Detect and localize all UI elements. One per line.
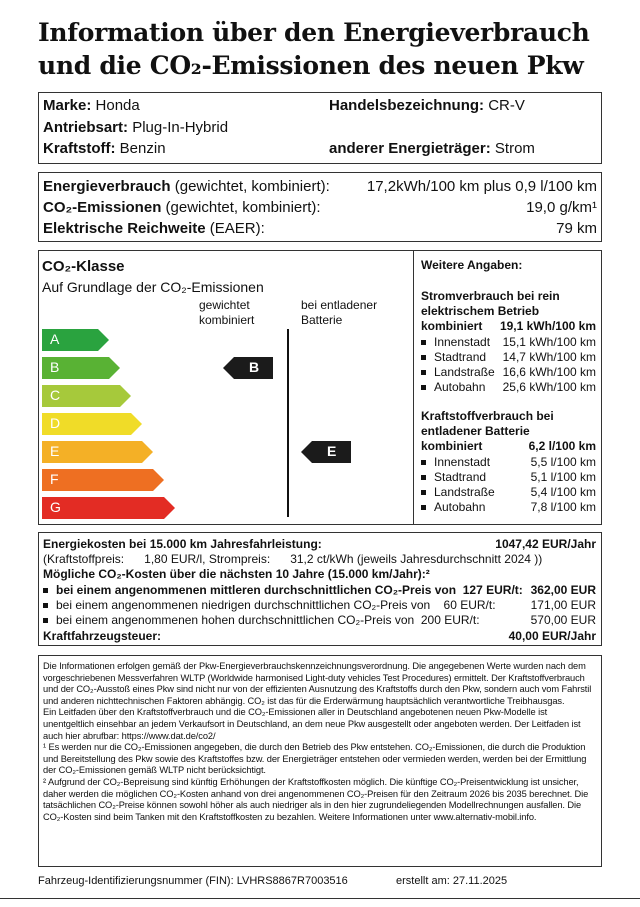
further-info-divider bbox=[413, 251, 414, 524]
weighted-class-marker bbox=[223, 357, 273, 379]
consumption-row-name: Innenstadt bbox=[434, 335, 491, 349]
consumption-row-name: Innenstadt bbox=[434, 455, 491, 469]
fuel-consumption-heading-1: Kraftstoffverbrauch bei bbox=[421, 409, 554, 423]
class-bar-label: F bbox=[50, 471, 59, 487]
class-bar-label: C bbox=[50, 387, 61, 403]
model-value: CR-V bbox=[488, 97, 525, 114]
discharged-header-line1: bei entladener bbox=[301, 298, 378, 312]
class-bar-g bbox=[42, 497, 176, 519]
electric-consumption-heading-1: Stromverbrauch bei rein bbox=[421, 289, 560, 303]
fuel-combined-label: kombiniert bbox=[421, 439, 483, 453]
co2-cost-mid-value: 362,00 EUR bbox=[530, 583, 596, 597]
class-bar-b bbox=[42, 357, 121, 379]
co2-class-heading: CO₂-Klasse bbox=[42, 258, 125, 275]
weighted-header-line2: kombiniert bbox=[199, 313, 255, 327]
class-bar-label: E bbox=[50, 443, 60, 459]
costs-box bbox=[38, 532, 602, 646]
fuel-row bbox=[43, 140, 166, 158]
co2-cost-low-label: bei einem angenommenen niedrigen durchschnittlichen CO₂-Preis von 60 EUR/t: bbox=[56, 598, 496, 612]
bullet-icon bbox=[421, 505, 426, 510]
co2-cost-low-row bbox=[43, 598, 496, 612]
vehicle-tax-value: 40,00 EUR/Jahr bbox=[508, 629, 596, 643]
bullet-icon bbox=[421, 340, 426, 345]
bullet-icon bbox=[421, 355, 426, 360]
drive-label: Antriebsart: bbox=[43, 119, 129, 136]
class-bar-d bbox=[42, 413, 143, 435]
class-bar-label: D bbox=[50, 415, 61, 431]
consumption-row-label bbox=[421, 380, 485, 395]
co2-class-box bbox=[38, 250, 602, 525]
class-bar-f bbox=[42, 469, 165, 491]
brand-label: Marke: bbox=[43, 97, 92, 114]
created-date-row bbox=[396, 875, 507, 887]
consumption-row-value: 14,7 kWh/100 km bbox=[502, 350, 596, 364]
energy-consumption-row bbox=[43, 178, 330, 196]
consumption-row-name: Stadtrand bbox=[434, 350, 487, 364]
discharged-class-marker bbox=[301, 441, 351, 463]
vehicle-info-box bbox=[38, 92, 602, 164]
fin-value: LVHRS8867R7003516 bbox=[236, 875, 348, 887]
footnote-2: ² Aufgrund der CO₂-Bepreisung sind künftig Erhöhungen der Kraftstoffkosten möglich. Die künftige CO₂-Preisentwicklung ist unsicher, daher werden die möglichen CO₂-Kosten anhand von drei angenommenen CO₂-Preisen für den Zeitraum 2026 bis 2035 berechnet. Die tatsächlichen CO₂-Preise können sowohl höher als auch niedriger als in den hier zugrundeliegenden Modellrechnungen ausfallen. Die CO₂-Kosten sind beim Tanken mit den Kraftstoffkosten zu bezahlen. Weitere Informationen unter www.alternativ-mobil.info. bbox=[43, 776, 589, 822]
consumption-row-value: 5,4 l/100 km bbox=[530, 485, 596, 499]
discharged-marker-arrow-icon bbox=[301, 441, 351, 463]
class-column-divider bbox=[287, 329, 289, 517]
bullet-icon bbox=[43, 618, 48, 623]
energy-consumption-value: 17,2kWh/100 km plus 0,9 l/100 km bbox=[366, 178, 597, 195]
electric-combined-value: 19,1 kWh/100 km bbox=[499, 319, 596, 333]
fuel-consumption-heading-2: entladener Batterie bbox=[421, 424, 530, 438]
model-label: Handelsbezeichnung: bbox=[329, 97, 485, 114]
title-line-1: Information über den Energieverbrauch bbox=[38, 18, 590, 47]
co2-cost-mid-label: bei einem angenommenen mittleren durchschnittlichen CO₂-Preis von 127 EUR/t: bbox=[56, 583, 523, 597]
fin-label: Fahrzeug-Identifizierungsnummer (FIN): bbox=[38, 875, 234, 887]
co2-emissions-row bbox=[43, 199, 321, 217]
footnote-guide: Ein Leitfaden über den Kraftstoffverbrauch und die CO₂-Emissionen aller in Deutschland angebotenen neuen Pkw-Modelle ist unentgeltlich einsehbar an jedem Verkaufsort in Deutschland, an dem neue Pkw ausgestellt oder angeboten werden. Der Leitfaden ist auch hier abrufbar: https://www.dat.de/co2/ bbox=[43, 707, 581, 741]
bullet-icon bbox=[43, 603, 48, 608]
fuel-combined-value: 6,2 l/100 km bbox=[528, 439, 596, 453]
co2-emissions-note: (gewichtet, kombiniert): bbox=[161, 199, 321, 216]
vehicle-tax-label: Kraftfahrzeugsteuer: bbox=[43, 629, 162, 643]
price-basis: (Kraftstoffpreis: 1,80 EUR/l, Strompreis: 31,2 ct/kWh (jeweils Jahresdurchschnitt 2024 )) bbox=[43, 552, 543, 566]
fuel-value: Benzin bbox=[119, 140, 166, 157]
bullet-icon bbox=[421, 490, 426, 495]
title-line-2: und die CO₂-Emissionen des neuen Pkw bbox=[38, 51, 584, 80]
fin-row bbox=[38, 875, 348, 887]
co2-cost-high-value: 570,00 EUR bbox=[530, 613, 596, 627]
other-energy-label: anderer Energieträger: bbox=[329, 140, 491, 157]
class-bar-label: G bbox=[50, 499, 61, 515]
bullet-icon bbox=[421, 385, 426, 390]
consumption-row-label bbox=[421, 470, 486, 485]
created-date-value: 27.11.2025 bbox=[452, 875, 508, 887]
weighted-class-letter: B bbox=[249, 359, 260, 375]
class-bar-label: A bbox=[50, 331, 60, 347]
energy-costs-value: 1047,42 EUR/Jahr bbox=[495, 537, 596, 551]
consumption-row-name: Stadtrand bbox=[434, 470, 487, 484]
consumption-row-name: Landstraße bbox=[434, 365, 495, 379]
class-bar-label: B bbox=[50, 359, 60, 375]
energy-consumption-label: Energieverbrauch bbox=[43, 178, 171, 195]
consumption-row-label bbox=[421, 335, 490, 350]
consumption-row-name: Landstraße bbox=[434, 485, 495, 499]
co2-emissions-label: CO₂-Emissionen bbox=[43, 199, 162, 216]
consumption-row-label bbox=[421, 350, 486, 365]
bullet-icon bbox=[421, 475, 426, 480]
consumption-row-value: 15,1 kWh/100 km bbox=[502, 335, 596, 349]
fuel-label: Kraftstoff: bbox=[43, 140, 116, 157]
consumption-row-value: 16,6 kWh/100 km bbox=[502, 365, 596, 379]
weighted-marker-arrow-icon bbox=[223, 357, 273, 379]
co2-emissions-value: 19,0 g/km¹ bbox=[526, 199, 597, 216]
consumption-row-name: Autobahn bbox=[434, 500, 486, 514]
discharged-class-letter: E bbox=[327, 443, 337, 459]
consumption-row-value: 7,8 l/100 km bbox=[530, 500, 596, 514]
consumption-row-value: 5,5 l/100 km bbox=[530, 455, 596, 469]
discharged-header-line2: Batterie bbox=[301, 313, 343, 327]
co2-cost-high-label: bei einem angenommenen hohen durchschnittlichen CO₂-Preis von 200 EUR/t: bbox=[56, 613, 480, 627]
co2-costs-heading: Mögliche CO₂-Kosten über die nächsten 10 Jahre (15.000 km/Jahr):² bbox=[43, 567, 430, 581]
class-bar-a bbox=[42, 329, 110, 351]
footnotes-box bbox=[38, 655, 602, 867]
consumption-row-label bbox=[421, 455, 490, 470]
consumption-row-value: 5,1 l/100 km bbox=[530, 470, 596, 484]
energy-costs-label: Energiekosten bei 15.000 km Jahresfahrleistung: bbox=[43, 537, 322, 551]
bullet-icon bbox=[43, 588, 48, 593]
consumption-row-label bbox=[421, 485, 495, 500]
co2-cost-high-row bbox=[43, 613, 480, 627]
electric-range-row bbox=[43, 220, 265, 238]
discharged-column-header bbox=[301, 298, 377, 328]
consumption-row-value: 25,6 kWh/100 km bbox=[502, 380, 596, 394]
footnote-1: ¹ Es werden nur die CO₂-Emissionen angegeben, die durch den Betrieb des Pkw entstehen. CO₂-Emissionen, die durch die Produktion und Bereitstellung des Pkw sowie des Kraftstoffes bzw. der Energieträger entstehen oder vermieden werden, werden bei der Ermittlung der CO₂-Emissionen gemäß WLTP nicht berücksichtigt. bbox=[43, 742, 587, 776]
consumption-row-name: Autobahn bbox=[434, 380, 486, 394]
consumption-box bbox=[38, 172, 602, 242]
other-energy-row bbox=[329, 140, 535, 158]
page-title bbox=[38, 16, 608, 82]
brand-row bbox=[43, 97, 140, 115]
other-energy-value: Strom bbox=[494, 140, 535, 157]
energy-consumption-note: (gewichtet, kombiniert): bbox=[170, 178, 330, 195]
class-bar-e bbox=[42, 441, 154, 463]
electric-range-label: Elektrische Reichweite bbox=[43, 220, 206, 237]
bottom-rule bbox=[0, 898, 640, 899]
brand-value: Honda bbox=[95, 97, 140, 114]
electric-range-value: 79 km bbox=[556, 220, 597, 237]
electric-consumption-heading-2: elektrischem Betrieb bbox=[421, 304, 540, 318]
class-bar-c bbox=[42, 385, 132, 407]
bullet-icon bbox=[421, 370, 426, 375]
electric-range-note: (EAER): bbox=[205, 220, 265, 237]
co2-class-subheading: Auf Grundlage der CO₂-Emissionen bbox=[42, 279, 264, 295]
model-row bbox=[329, 97, 525, 115]
bullet-icon bbox=[421, 460, 426, 465]
footnote-intro: Die Informationen erfolgen gemäß der Pkw-Energieverbrauchskennzeichnungsverordnung. Die angegebenen Werte wurden nach dem vorgeschriebenen Messverfahren WLTP (Worldwide harmonised Light-duty vehicles Test Procedures) ermittelt. Der Kraftstoffverbrauch und der CO₂-Ausstoß eines Pkw sind nicht nur von der effizienten Ausnutzung des Kraftstoffs durch den Pkw, sondern auch vom Fahrstil und anderen nichttechnischen Faktoren abhängig. CO₂ ist das für die Erderwärmung hauptsächlich verantwortliche Treibhausgas. bbox=[43, 661, 592, 706]
further-info-heading: Weitere Angaben: bbox=[421, 258, 523, 272]
weighted-header-line1: gewichtet bbox=[199, 298, 250, 312]
weighted-column-header bbox=[199, 298, 254, 328]
drive-value: Plug-In-Hybrid bbox=[132, 119, 229, 136]
co2-cost-low-value: 171,00 EUR bbox=[530, 598, 596, 612]
co2-cost-mid-row bbox=[43, 583, 523, 597]
drive-row bbox=[43, 119, 228, 137]
consumption-row-label bbox=[421, 365, 495, 380]
created-date-label: erstellt am: bbox=[396, 875, 450, 887]
consumption-row-label bbox=[421, 500, 485, 515]
electric-combined-label: kombiniert bbox=[421, 319, 483, 333]
